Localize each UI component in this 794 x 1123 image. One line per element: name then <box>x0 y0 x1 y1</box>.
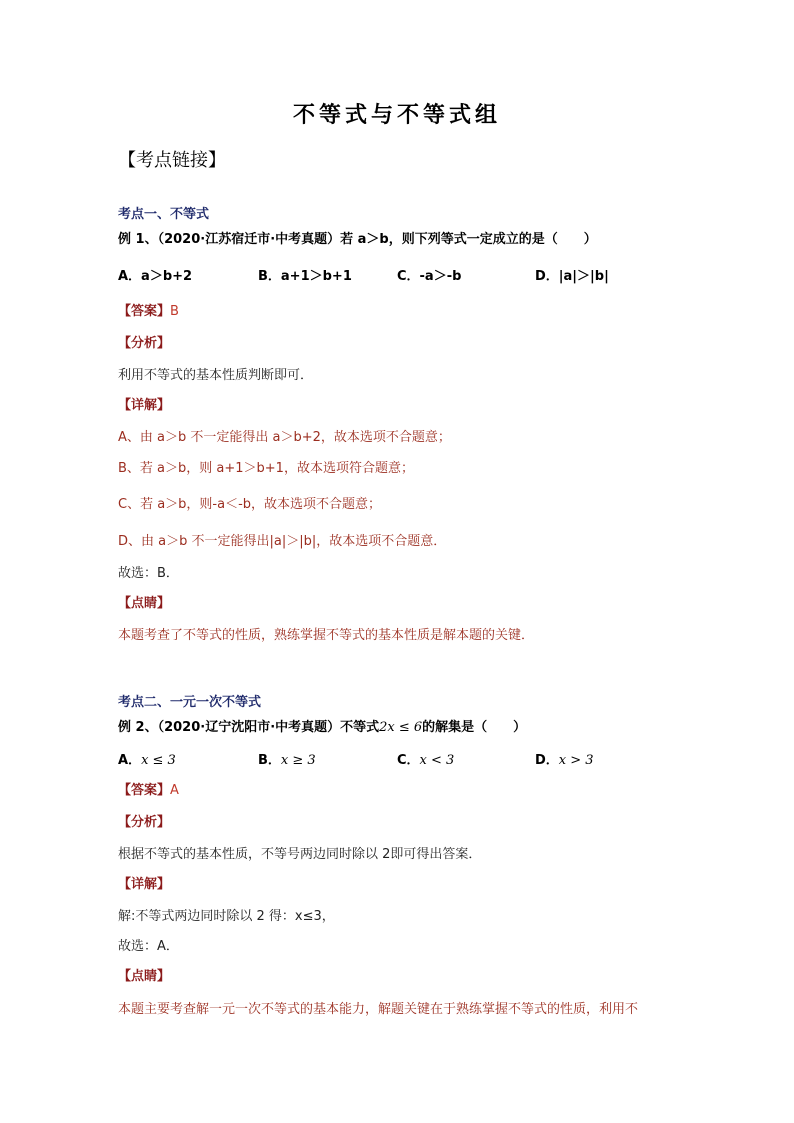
answer-tag: 【答案】 <box>118 304 171 319</box>
topic1-detail-tag: 【详解】 <box>118 398 171 413</box>
topic1-choice: 故选：B． <box>118 566 179 581</box>
topic1-option-c: C．-a＞-b <box>397 269 462 284</box>
topic1-answer <box>118 300 179 319</box>
question-prefix: 例 2、（2020·辽宁沈阳市·中考真题）不等式 <box>118 720 380 735</box>
topic1-detail-d: D、由 a＞b 不一定能得出|a|＞|b|，故本选项不合题意． <box>118 534 447 549</box>
topic1-detail-c: C、若 a＞b，则-a＜-b，故本选项不合题意； <box>118 497 382 512</box>
topic2-detail-text: 解:不等式两边同时除以 2 得：x≤3， <box>118 909 335 924</box>
topic2-answer <box>118 779 179 798</box>
topic2-detail-tag: 【详解】 <box>118 877 171 892</box>
topic1-analysis-text: 利用不等式的基本性质判断即可． <box>118 368 314 383</box>
section-heading: 【考点链接】 <box>118 150 226 171</box>
topic2-option-d: D．x > 3 <box>535 753 594 768</box>
topic2-option-a: A．x ≤ 3 <box>118 753 176 768</box>
question-suffix: 的解集是（ ） <box>422 720 527 735</box>
topic2-comment-text: 本题主要考查解一元一次不等式的基本能力，解题关键在于熟练掌握不等式的性质，利用不 <box>118 1002 639 1017</box>
topic2-option-b: B．x ≥ 3 <box>258 753 316 768</box>
topic2-heading: 考点二、一元一次不等式 <box>118 695 262 710</box>
answer-value: B <box>170 304 179 319</box>
page-title: 不等式与不等式组 <box>292 102 501 128</box>
topic1-question: 例 1、（2020·江苏宿迁市·中考真题）若 a＞b，则下列等式一定成立的是（ ） <box>118 232 597 247</box>
topic1-comment-tag: 【点睛】 <box>118 596 171 611</box>
topic1-detail-b: B、若 a＞b，则 a+1＞b+1，故本选项符合题意； <box>118 461 414 476</box>
topic1-option-b: B．a+1＞b+1 <box>258 269 352 284</box>
topic1-analysis-tag: 【分析】 <box>118 336 171 351</box>
topic1-comment-text: 本题考查了不等式的性质，熟练掌握不等式的基本性质是解本题的关键． <box>118 628 535 643</box>
topic2-comment-tag: 【点睛】 <box>118 969 171 984</box>
question-expression: 2x ≤ 6 <box>379 720 423 735</box>
topic2-question <box>118 716 526 735</box>
topic2-analysis-tag: 【分析】 <box>118 815 171 830</box>
answer-value: A <box>170 783 179 798</box>
topic1-option-d: D．|a|＞|b| <box>535 269 609 284</box>
topic1-detail-a: A、由 a＞b 不一定能得出 a＞b+2，故本选项不合题意； <box>118 430 451 445</box>
topic1-option-a: A．a＞b+2 <box>118 269 193 284</box>
topic2-option-c: C．x < 3 <box>397 753 455 768</box>
topic2-analysis-text: 根据不等式的基本性质，不等号两边同时除以 2即可得出答案． <box>118 847 482 862</box>
topic2-choice: 故选：A． <box>118 939 179 954</box>
answer-tag: 【答案】 <box>118 783 171 798</box>
topic1-heading: 考点一、不等式 <box>118 207 210 222</box>
